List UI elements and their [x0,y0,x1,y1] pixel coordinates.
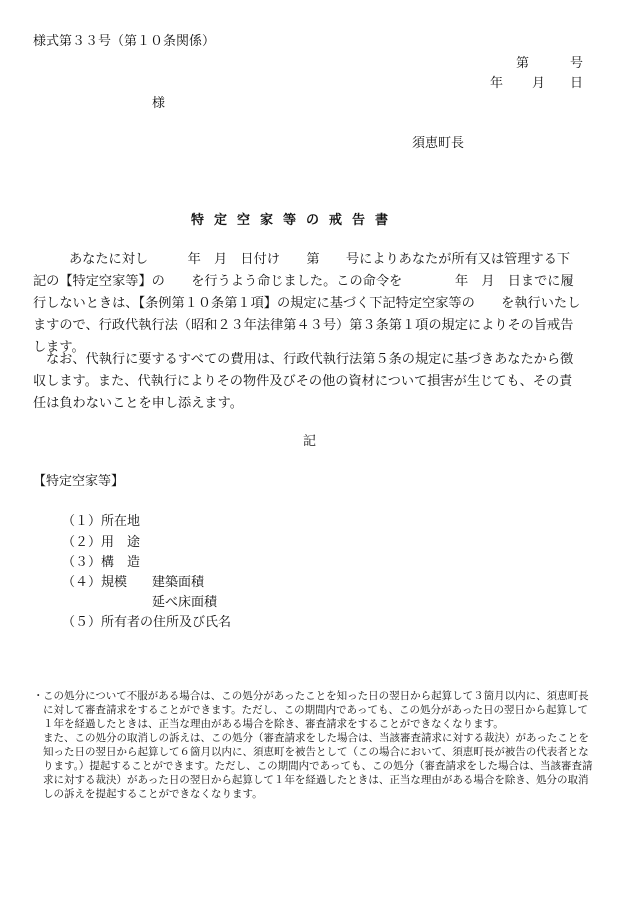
date-month: 月 [532,76,546,91]
item-number: （５） [62,615,102,630]
document-title: 特定空家等の戒告書 [191,213,399,228]
item-number: （１） [62,514,102,529]
issuer: 須恵町長 [412,136,465,151]
body-paragraph-2: なお、代執行に要するすべての費用は、行政代執行法第５条の規定に基づきあなたから徴収します。また、代執行によりその物件及びその他の資材について損害が生じても、その責任は負わないことを申し添えます。 [33,352,574,411]
note-paragraph-2: また、この処分の取消しの訴えは、この処分（審査請求をした場合は、当該審査請求に対する裁決）があったことを知った日の翌日から起算して６箇月以内に、須恵町を被告として（この場合において、須恵町長が被告の代表者となります。）提起することができます。ただし、この期間内であっても、この処分（審査請求をした場合は、当該審査請求に対する裁決）があった日の翌日から起算して１年を経過したときは、正当な理由がある場合を除き、処分の取消しの訴えを提起することができなくなります。 [43,732,593,800]
list-item [62,555,140,571]
date-year: 年 [490,76,504,91]
list-item [62,615,231,631]
item-label: 所在地 [101,514,141,529]
item-number: （２） [62,535,102,550]
date-day: 日 [570,76,584,91]
item-number: （４） [62,575,102,590]
list-item [62,535,140,551]
item-label: 所有者の住所及び氏名 [101,615,232,630]
appeal-notes [33,689,593,801]
form-number: 様式第３３号（第１０条関係） [33,34,216,49]
item-label: 用 途 [101,535,141,550]
ki-label: 記 [303,434,317,449]
body-paragraph-1: あなたに対し 年 月 日付け 第 号によりあなたが所有又は管理する下記の【特定空家等】の を行うよう命じました。この命令を 年 月 日までに履行しないときは、【条例第１０条第１項】の規定に基づく下記特定空家等の を執行いたしますので、行政代執行法（昭和２３年法律第４３号）第３条第１項の規定によりその旨戒告します。 [33,252,581,355]
item-sub-building-area: 建築面積 [152,575,205,590]
item-label: 構 造 [101,555,141,570]
doc-number-prefix: 第 [516,56,530,71]
item-sub-floor-area: 延べ床面積 [152,595,218,610]
item-number: （３） [62,555,102,570]
note-paragraph-1: この処分について不服がある場合は、この処分があったことを知った日の翌日から起算して３箇月以内に、須恵町長に対して審査請求をすることができます。ただし、この期間内であっても、この処分があった日の翌日から起算して１年を経過したときは、正当な理由がある場合を除き、審査請求をすることができなくなります。 [43,690,589,730]
item-label: 規模 [101,575,128,590]
list-item [62,514,140,530]
doc-number-suffix: 号 [570,56,584,71]
addressee-suffix: 様 [152,96,166,111]
property-heading: 【特定空家等】 [33,474,125,489]
note-bullet: ・ [33,690,44,702]
list-item [62,575,127,591]
